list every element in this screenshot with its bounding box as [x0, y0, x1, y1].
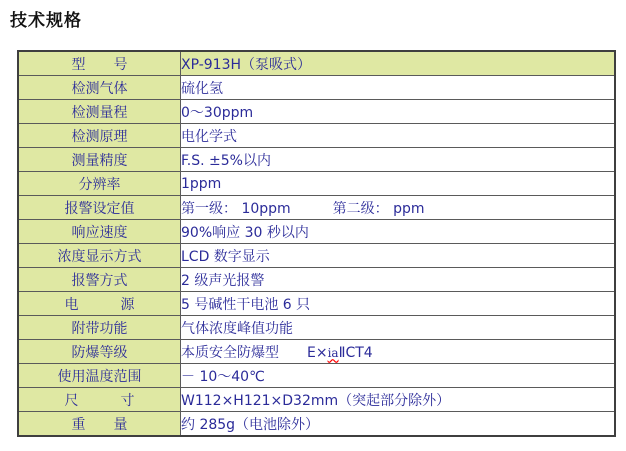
spec-label-cell: 检测气体 — [18, 76, 181, 100]
table-row — [18, 316, 615, 340]
table-row — [18, 76, 615, 100]
table-row — [18, 268, 615, 292]
table-row — [18, 364, 615, 388]
spec-value-cell — [181, 340, 616, 364]
spec-value-cell: 90%响应 30 秒以内 — [181, 220, 616, 244]
table-row — [18, 148, 615, 172]
spec-label-cell: 防爆等级 — [18, 340, 181, 364]
spec-label-cell: 检测原理 — [18, 124, 181, 148]
table-row — [18, 244, 615, 268]
table-row — [18, 292, 615, 316]
spec-label-cell: 报警设定值 — [18, 196, 181, 220]
spec-value-cell: － 10～40℃ — [181, 364, 616, 388]
table-row — [18, 172, 615, 196]
page-title: 技术规格 — [10, 11, 82, 31]
spec-label-cell: 重 量 — [18, 412, 181, 437]
table-row — [18, 340, 615, 364]
spec-value-cell: 约 285g（电池除外） — [181, 412, 616, 437]
spellcheck-marked-text: ia — [327, 345, 339, 360]
spec-value-cell: 1ppm — [181, 172, 616, 196]
spec-label-cell: 检测量程 — [18, 100, 181, 124]
table-row — [18, 124, 615, 148]
spec-label-cell: 分辨率 — [18, 172, 181, 196]
spec-table-body — [18, 51, 615, 436]
spec-label-cell: 测量精度 — [18, 148, 181, 172]
spec-value-cell: 2 级声光报警 — [181, 268, 616, 292]
spec-value-cell: 硫化氢 — [181, 76, 616, 100]
spec-label-cell: 使用温度范围 — [18, 364, 181, 388]
spec-label-cell: 型 号 — [18, 51, 181, 76]
spec-value-cell: W112×H121×D32mm（突起部分除外） — [181, 388, 616, 412]
table-row — [18, 220, 615, 244]
spec-label-cell: 电 源 — [18, 292, 181, 316]
table-row — [18, 196, 615, 220]
spec-label-cell: 附带功能 — [18, 316, 181, 340]
value-text: ⅡCT4 — [338, 344, 373, 361]
spec-value-cell: LCD 数字显示 — [181, 244, 616, 268]
spec-value-cell: 气体浓度峰值功能 — [181, 316, 616, 340]
spec-label-cell: 报警方式 — [18, 268, 181, 292]
spec-table — [17, 50, 616, 437]
spec-value-cell: 电化学式 — [181, 124, 616, 148]
spec-label-cell: 尺 寸 — [18, 388, 181, 412]
value-text: 本质安全防爆型 E× — [181, 344, 328, 361]
spec-value-cell: XP-913H（泵吸式） — [181, 51, 616, 76]
spec-value-cell: F.S. ±5%以内 — [181, 148, 616, 172]
spec-label-cell: 浓度显示方式 — [18, 244, 181, 268]
table-row — [18, 412, 615, 437]
spec-value-cell: 第一级： 10ppm 第二级： ppm — [181, 196, 616, 220]
table-row — [18, 100, 615, 124]
spec-value-cell: 5 号碱性干电池 6 只 — [181, 292, 616, 316]
table-row — [18, 388, 615, 412]
spec-value-cell: 0～30ppm — [181, 100, 616, 124]
spec-label-cell: 响应速度 — [18, 220, 181, 244]
table-row — [18, 51, 615, 76]
